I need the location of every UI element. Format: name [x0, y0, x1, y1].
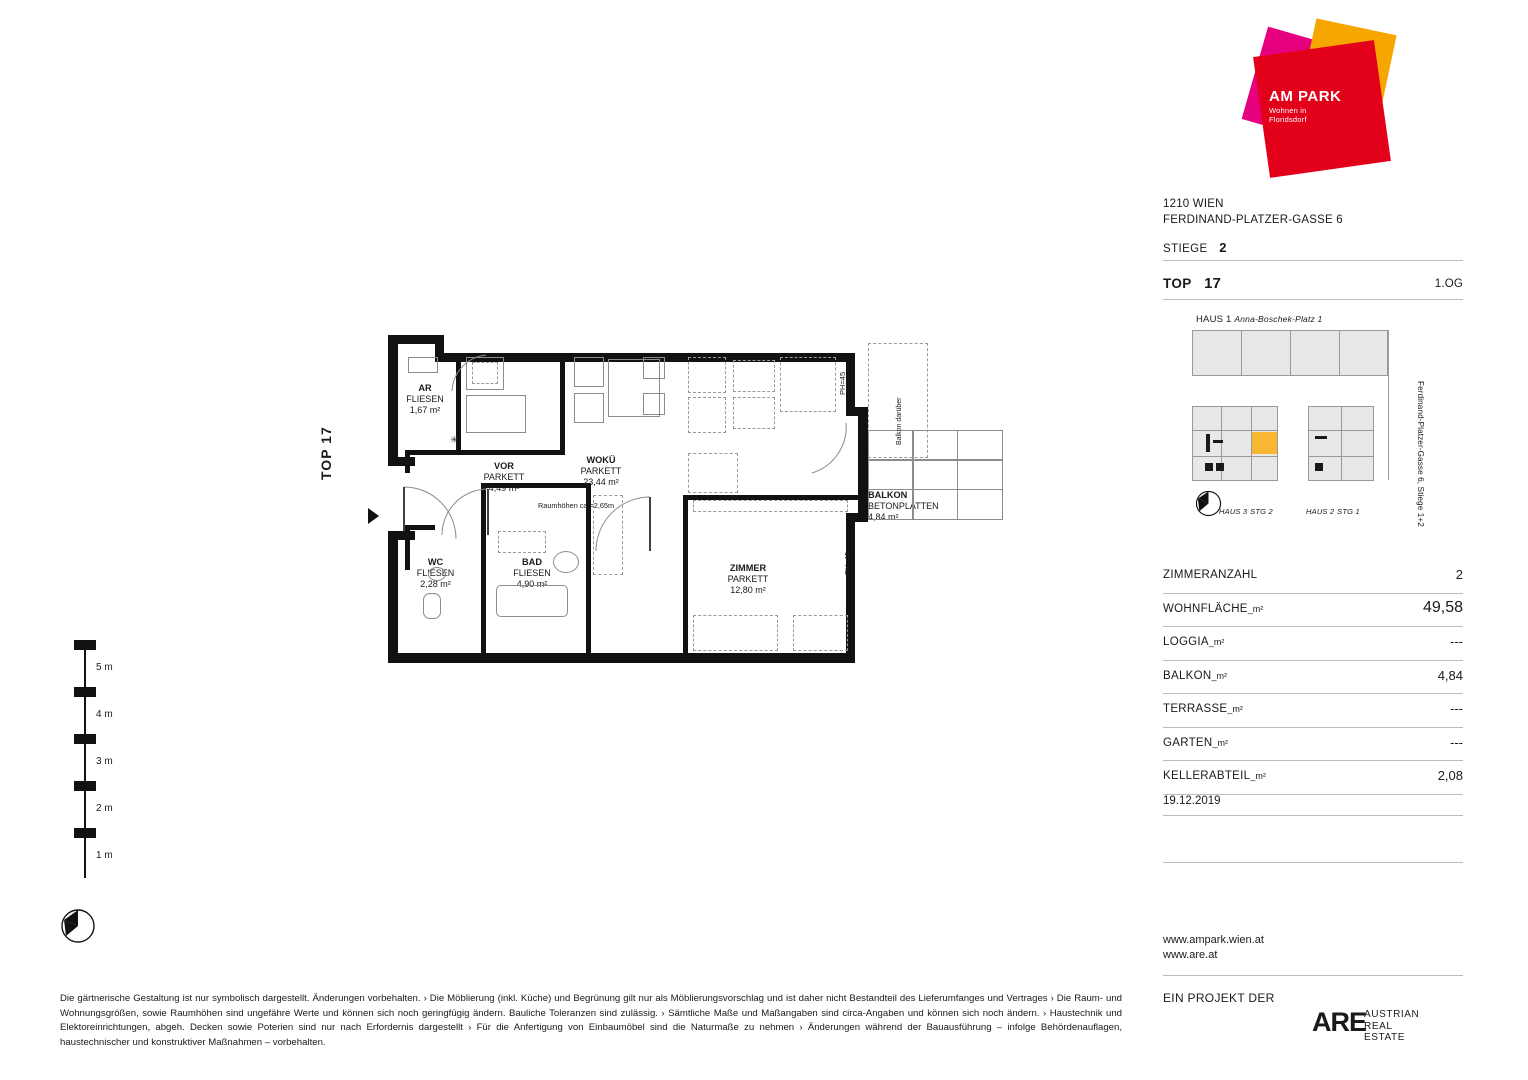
- haus1-name: HAUS 1: [1196, 314, 1232, 325]
- are-line3: ESTATE: [1364, 1032, 1406, 1043]
- fact-key: WOHNFLÄCHE_m²: [1163, 602, 1264, 615]
- scale-tick: [74, 687, 96, 697]
- fact-key: KELLERABTEIL_m²: [1163, 770, 1266, 782]
- site-divider: [1241, 330, 1242, 376]
- top-label: TOP: [1163, 276, 1192, 291]
- room-area: 4,49 m²: [488, 483, 520, 493]
- scale-label-3m: 3 m: [96, 756, 113, 767]
- scale-tick: [74, 781, 96, 791]
- fact-key: BALKON_m²: [1163, 669, 1227, 682]
- furniture-chair: [574, 393, 604, 423]
- room-area: 1,67 m²: [409, 405, 441, 415]
- are-line1: AUSTRIAN: [1364, 1009, 1420, 1020]
- door-balcony: [806, 421, 848, 481]
- site-divider: [1290, 330, 1291, 376]
- divider: [1163, 975, 1463, 976]
- plan-top-label: TOP 17: [318, 426, 334, 480]
- scale-tick: [74, 640, 96, 650]
- haus2-name: HAUS 2: [1306, 507, 1335, 516]
- fact-row-zimmeranzahl: [1163, 560, 1463, 594]
- room-floor: FLIESEN: [406, 394, 444, 404]
- scale-tick: [74, 828, 96, 838]
- room-floor: BETONPLATTEN: [868, 501, 939, 511]
- site-core-mark: [1206, 434, 1210, 452]
- site-divider: [1388, 330, 1389, 480]
- urls-block: [1163, 933, 1264, 963]
- fact-key: TERRASSE_m²: [1163, 703, 1243, 715]
- room-name: BAD: [522, 557, 542, 567]
- haus3-sub: STG 2: [1250, 507, 1273, 516]
- stiege-value: 2: [1219, 240, 1227, 255]
- site-core-mark: [1315, 463, 1323, 471]
- project-by-label: EIN PROJEKT DER: [1163, 991, 1275, 1005]
- fact-row-kellerabteil: [1163, 761, 1463, 795]
- disclaimer-text: Die gärtnerische Gestaltung ist nur symbolisch dargestellt. Änderungen vorbehalten. › Die Möblierung (inkl. Küche) und Begrünung gilt nur als Möblierungsvorschlag und ist daher nicht Bestandteil des Lieferumfanges und Vertrages › Die Raum- und Wohnungsgrößen, sowie Raumhöhen sind ungefähre Werte und können sich noch geringfügig ändern. Bauliche Toleranzen sind zulässig. › Sämtliche Maße und Maßangaben sind circa-Angaben und können sich noch ändern. › Haustechnik und Elektoreinrichtungen, abgeh. Decken sowie Poterien sind nur nach Erfordernis dargestellt › Für die Anfertigung von Einbaumöbel sind die Naturmaße zu nehmen › Änderungen während der Bauausführung – infolge Behördenauflagen, haustechnischer und konstruktiver Maßnahmen – vorbehalten.: [60, 993, 1122, 1048]
- stiege-label: STIEGE: [1163, 243, 1208, 255]
- entrance-arrow-icon: [368, 508, 379, 524]
- fact-value: ---: [1450, 734, 1463, 750]
- compass-small-icon: [1195, 490, 1222, 517]
- site-core-mark: [1213, 440, 1223, 443]
- haus3-name: HAUS 3: [1219, 507, 1248, 516]
- site-core-mark: [1205, 463, 1213, 471]
- site-highlight-unit: [1252, 432, 1277, 454]
- scale-tick: [74, 734, 96, 744]
- ampark-logo: [1241, 20, 1411, 195]
- scale-axis: [84, 650, 86, 878]
- wall: [846, 353, 855, 411]
- scale-label-2m: 2 m: [96, 803, 113, 814]
- furniture-stove: [466, 395, 526, 433]
- url-are[interactable]: www.are.at: [1163, 949, 1218, 961]
- furniture-bed: [780, 357, 836, 412]
- plan-date: 19.12.2019: [1163, 795, 1463, 816]
- top-number: 17: [1204, 275, 1221, 292]
- address-block: [1163, 196, 1343, 228]
- furniture-cabinet: [408, 357, 438, 373]
- fact-row-balkon: [1163, 661, 1463, 695]
- furniture-chair: [643, 393, 665, 415]
- logo-sub1: Wohnen in: [1269, 106, 1307, 115]
- divider: [1163, 862, 1463, 863]
- haus2-sub: STG 1: [1337, 507, 1360, 516]
- furniture-washer: [498, 531, 546, 553]
- wall: [388, 531, 398, 663]
- furniture-chair: [643, 357, 665, 379]
- wall: [858, 407, 868, 522]
- logo-text: [1269, 88, 1381, 124]
- fact-key: ZIMMERANZAHL: [1163, 569, 1258, 581]
- site-divider: [1341, 406, 1342, 481]
- scale-label-4m: 4 m: [96, 709, 113, 720]
- room-area: 23,44 m²: [583, 477, 619, 487]
- are-logo: [1312, 1007, 1462, 1052]
- wall: [405, 450, 565, 455]
- room-label-zimmer: [693, 563, 803, 596]
- toilet-icon: [423, 593, 441, 619]
- fact-key: GARTEN_m²: [1163, 736, 1229, 749]
- room-label-ar: [394, 383, 456, 416]
- floorplan-drawing: [388, 335, 939, 670]
- furniture-unit: [688, 453, 738, 493]
- logo-title: AM PARK: [1269, 88, 1342, 105]
- logo-sub2: Floridsdorf: [1269, 115, 1307, 124]
- site-haus2-label: [1306, 506, 1360, 517]
- address-line-2: FERDINAND-PLATZER-GASSE 6: [1163, 214, 1343, 226]
- wc-sink-icon: [428, 567, 446, 581]
- info-panel: [1163, 0, 1463, 1080]
- are-mark: ARE: [1312, 1007, 1367, 1037]
- fact-row-garten: [1163, 728, 1463, 762]
- furniture-shelf: [693, 500, 848, 512]
- room-label-woku: [556, 455, 646, 488]
- ph45-label: PH=45: [838, 371, 847, 395]
- room-floor: PARKETT: [580, 466, 622, 476]
- fact-key: LOGGIA_m²: [1163, 636, 1225, 648]
- fact-value: ---: [1450, 634, 1463, 649]
- wall: [683, 495, 688, 653]
- site-plan: [1163, 306, 1463, 546]
- wall: [388, 653, 855, 663]
- room-floor: PARKETT: [727, 574, 769, 584]
- star-symbol-icon: ✳: [450, 435, 459, 446]
- wall: [388, 457, 415, 466]
- site-core-mark: [1216, 463, 1224, 471]
- fact-value: 4,84: [1437, 667, 1463, 683]
- door-vor: [440, 487, 492, 539]
- door-ar: [448, 351, 488, 395]
- bathtub: [496, 585, 568, 617]
- haus1-street: Anna-Boschek-Platz 1: [1234, 314, 1323, 324]
- fact-value: ---: [1450, 701, 1463, 716]
- room-area: 4,90 m²: [516, 579, 548, 589]
- door-zimmer: [594, 495, 654, 555]
- site-divider: [1339, 330, 1340, 376]
- furniture-armchair: [733, 360, 775, 392]
- site-haus1-label: [1196, 314, 1322, 325]
- top-row: [1163, 275, 1463, 300]
- furniture-chair: [574, 357, 604, 387]
- balcony-grid-cell: [868, 460, 1003, 490]
- room-floor: FLIESEN: [513, 568, 551, 578]
- site-divider: [1192, 456, 1278, 457]
- ph45-label: PH=45: [843, 551, 852, 575]
- stiege-row: [1163, 240, 1463, 261]
- wall: [560, 353, 565, 455]
- room-area: 2,28 m²: [420, 579, 451, 589]
- furniture-sofa: [688, 397, 726, 433]
- floor-label: 1.OG: [1434, 278, 1463, 290]
- url-ampark[interactable]: www.ampark.wien.at: [1163, 934, 1264, 946]
- are-wordmark: [1364, 1009, 1419, 1044]
- room-name: ZIMMER: [729, 563, 767, 573]
- room-name: VOR: [494, 461, 514, 471]
- furniture-desk: [693, 615, 778, 651]
- room-name: WOKÜ: [586, 455, 616, 465]
- room-height-note: Raumhöhen ca.=2,65m: [538, 501, 615, 510]
- scale-label-1m: 1 m: [96, 850, 113, 861]
- sink-icon: [553, 551, 579, 573]
- are-line2: REAL: [1364, 1020, 1393, 1032]
- furniture-armchair: [733, 397, 775, 429]
- site-core-mark: [1315, 436, 1327, 439]
- balcony-above-label: Balkon darüber: [896, 397, 903, 445]
- fact-row-wohnflaeche: [1163, 594, 1463, 628]
- wall: [405, 453, 410, 473]
- fact-value: 49,58: [1422, 598, 1463, 616]
- furniture-wardrobe: [793, 615, 848, 651]
- room-floor: FLIESEN: [416, 568, 455, 578]
- site-haus3-label: [1219, 506, 1273, 517]
- fact-row-loggia: [1163, 627, 1463, 661]
- fact-value: 2: [1455, 567, 1463, 582]
- room-name: WC: [427, 557, 444, 567]
- compass-icon: [60, 908, 96, 944]
- room-floor: PARKETT: [483, 472, 525, 482]
- address-line-1: 1210 WIEN: [1163, 198, 1224, 210]
- room-name: BALKON: [868, 490, 908, 500]
- furniture-sofa: [688, 357, 726, 393]
- room-area: 12,80 m²: [730, 585, 766, 595]
- fact-value: 2,08: [1437, 768, 1463, 783]
- scale-bar: [68, 640, 118, 890]
- site-side-street-label: Ferdinand-Platzer-Gasse 6, Stiege 1+2: [1416, 381, 1425, 527]
- room-name: AR: [418, 383, 432, 393]
- scale-label-5m: 5 m: [96, 662, 113, 673]
- room-area: 4,84 m²: [868, 512, 899, 522]
- site-divider: [1192, 430, 1278, 431]
- fact-row-terrasse: [1163, 694, 1463, 728]
